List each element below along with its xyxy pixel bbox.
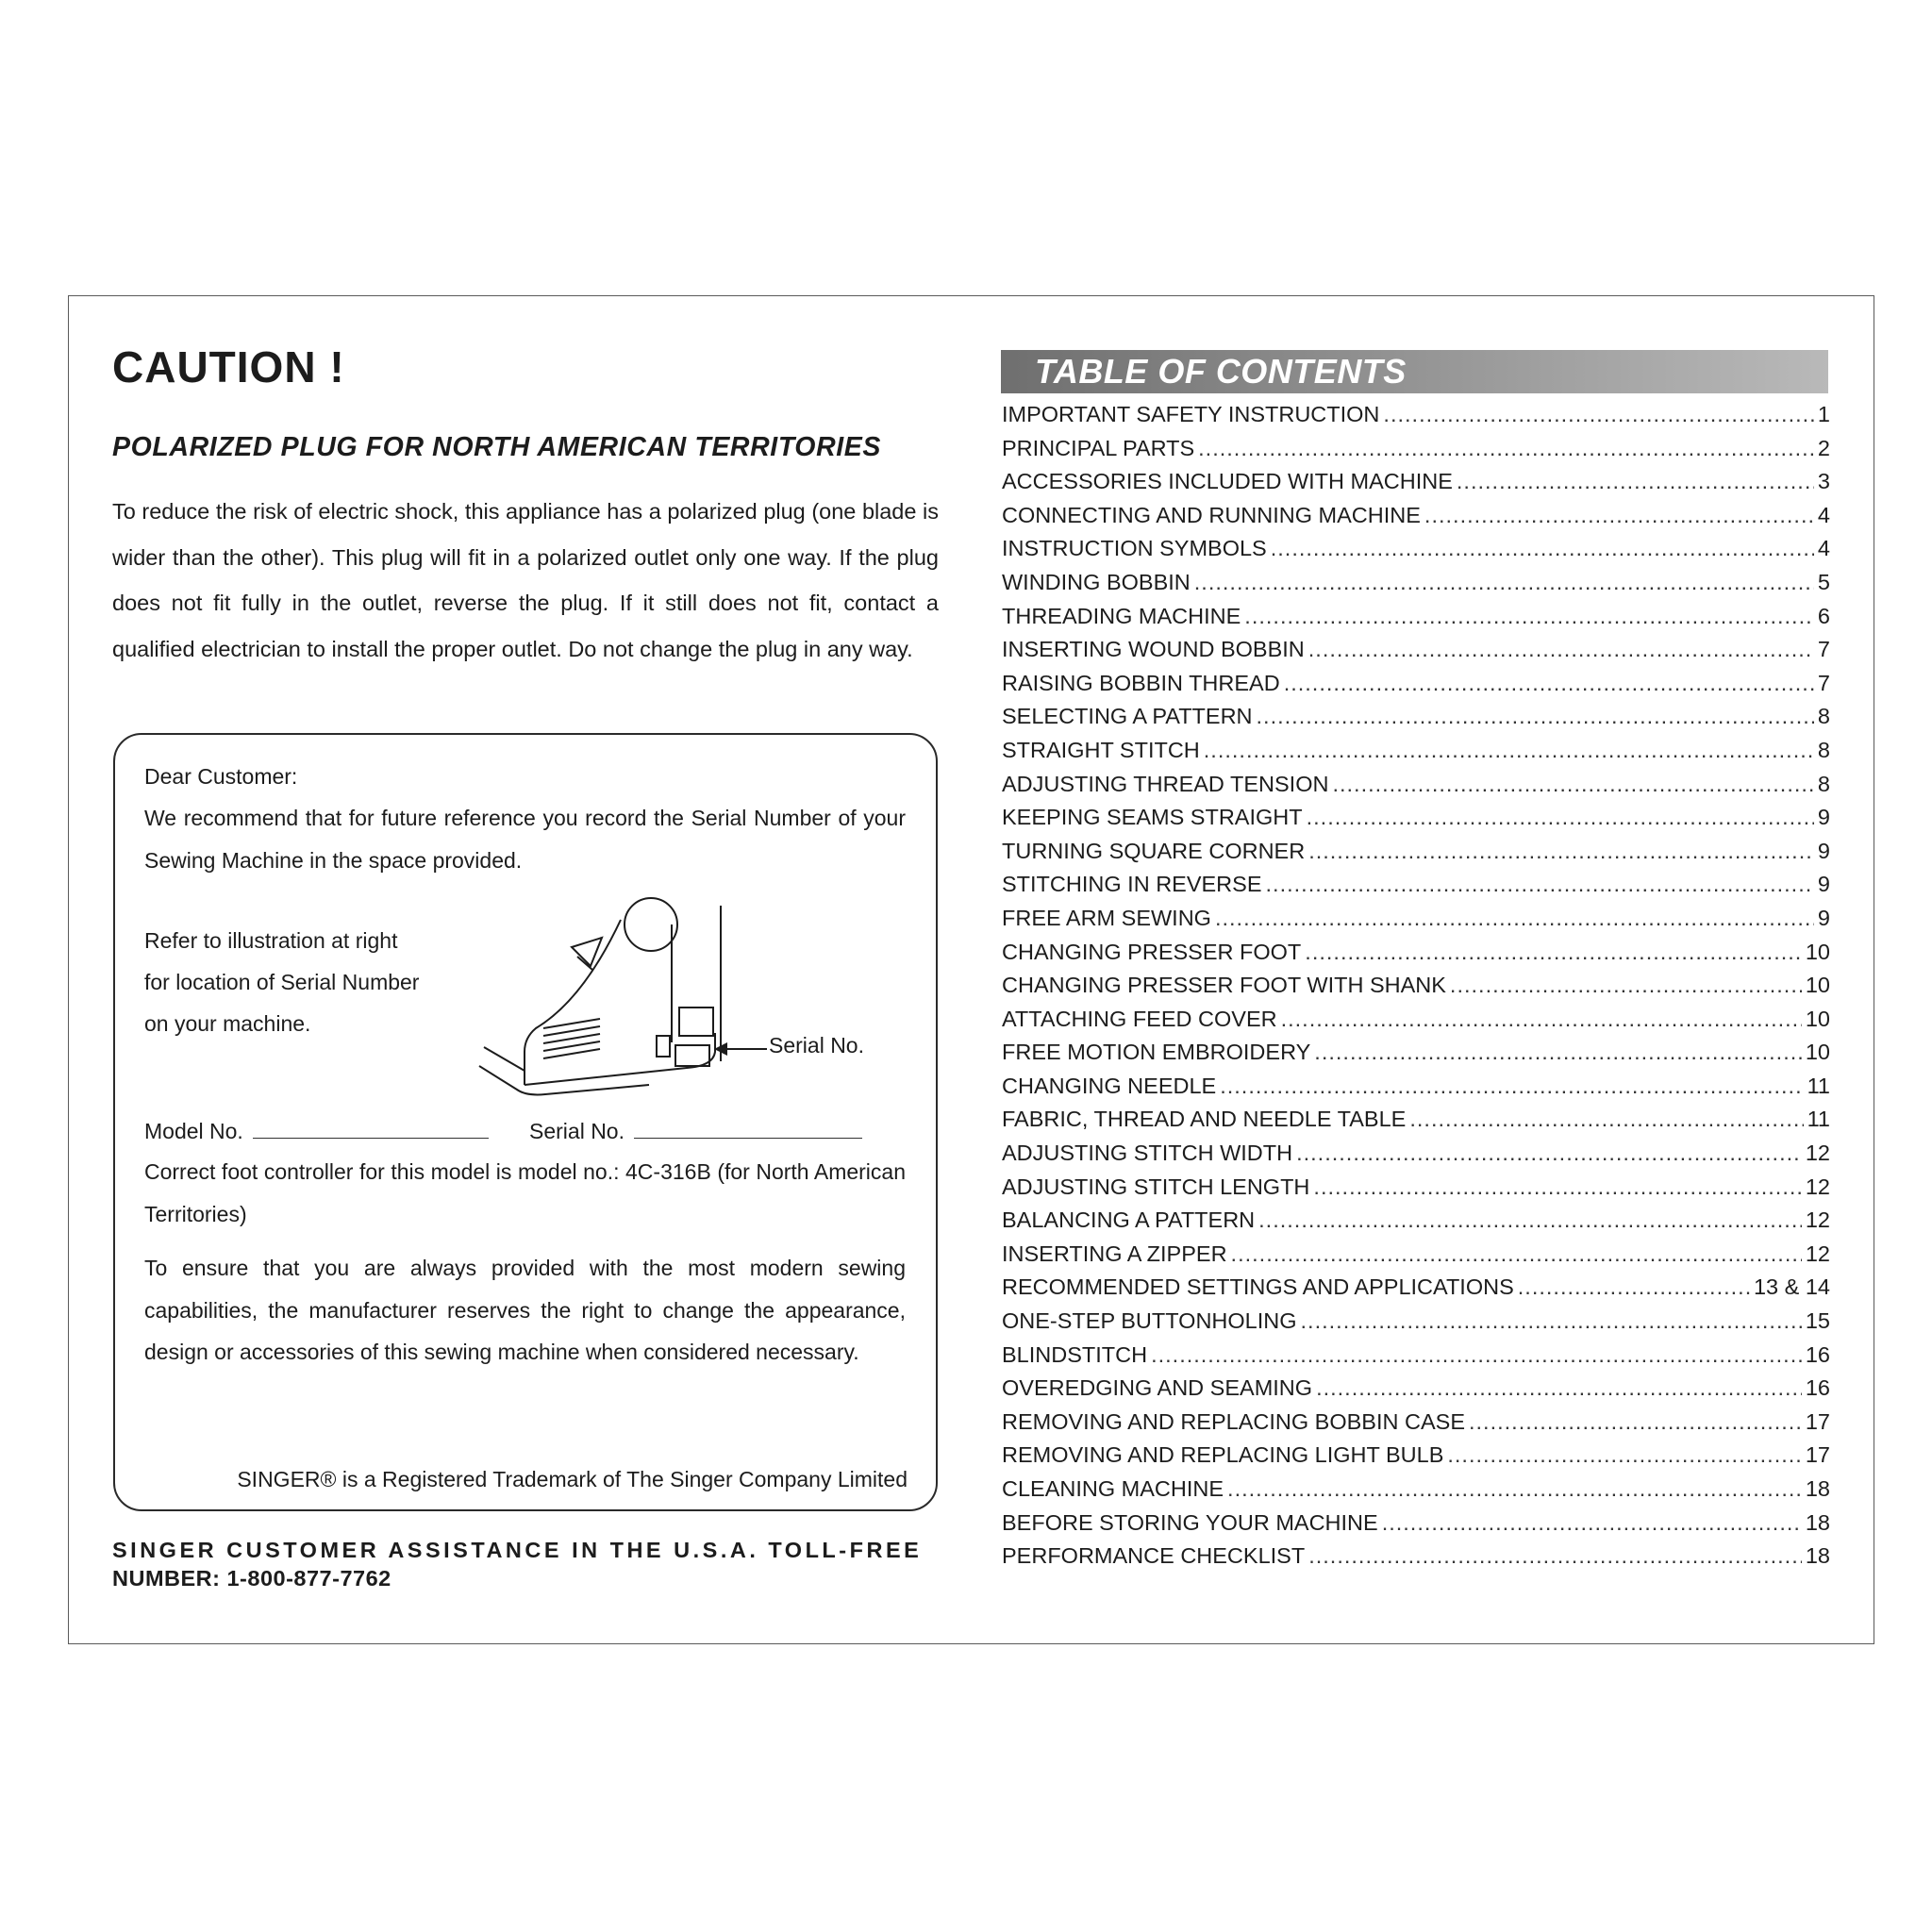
toc-dot-leader xyxy=(1284,671,1814,696)
toc-entry-label: INSERTING WOUND BOBBIN xyxy=(1002,637,1305,662)
refer-line-1: Refer to illustration at right xyxy=(144,928,398,953)
customer-greeting: Dear Customer: xyxy=(144,764,298,789)
toc-entry-page: 9 xyxy=(1817,838,1830,863)
toc-header xyxy=(1001,350,1828,393)
toc-entry xyxy=(1002,839,1830,873)
toc-entry-page: 9 xyxy=(1817,805,1830,830)
toc-entry xyxy=(1002,1107,1830,1141)
toc-dot-leader xyxy=(1231,1241,1802,1267)
toc-entry xyxy=(1002,436,1830,470)
toc-dot-leader xyxy=(1382,1510,1802,1536)
toc-entry-page: 1 xyxy=(1817,402,1830,426)
toc-entry xyxy=(1002,637,1830,671)
toc-entry xyxy=(1002,469,1830,503)
toc-entry-label: INSERTING A ZIPPER xyxy=(1002,1241,1227,1266)
serial-plate xyxy=(679,1008,713,1036)
toc-entry xyxy=(1002,1442,1830,1476)
toc-entry xyxy=(1002,503,1830,537)
toc-dot-leader xyxy=(1215,906,1814,931)
toc-entry-page: 9 xyxy=(1817,905,1830,930)
toc-entry-label: CONNECTING AND RUNNING MACHINE xyxy=(1002,502,1421,527)
power-socket xyxy=(675,1045,709,1066)
toc-entry-label: PRINCIPAL PARTS xyxy=(1002,435,1195,460)
toc-entry-label: IMPORTANT SAFETY INSTRUCTION xyxy=(1002,402,1380,426)
toc-entry-label: ADJUSTING STITCH LENGTH xyxy=(1002,1174,1310,1199)
toc-entry-label: CLEANING MACHINE xyxy=(1002,1476,1224,1501)
toc-entry-page: 18 xyxy=(1805,1509,1830,1535)
toc-dot-leader xyxy=(1307,805,1814,830)
toc-entry-label: RAISING BOBBIN THREAD xyxy=(1002,670,1280,695)
toc-entry-page: 10 xyxy=(1805,973,1830,998)
toc-entry xyxy=(1002,1040,1830,1074)
toc-entry-page: 3 xyxy=(1817,469,1830,494)
toc-entry-page: 10 xyxy=(1805,1040,1830,1065)
toc-entry-page: 10 xyxy=(1805,1006,1830,1031)
caution-title: CAUTION ! xyxy=(112,342,345,391)
toc-entry xyxy=(1002,704,1830,738)
toc-dot-leader xyxy=(1194,570,1814,595)
toc-entry-page: 18 xyxy=(1805,1476,1830,1501)
assistance-number: NUMBER: 1-800-877-7762 xyxy=(112,1566,391,1591)
toc-entry xyxy=(1002,1543,1830,1577)
serial-number-blank xyxy=(634,1137,862,1139)
toc-entry-page: 12 xyxy=(1805,1174,1830,1199)
toc-dot-leader xyxy=(1332,772,1813,797)
toc-dot-leader xyxy=(1450,973,1802,998)
toc-entry xyxy=(1002,1274,1830,1308)
refer-line-3: on your machine. xyxy=(144,1011,311,1036)
toc-entry-label: WINDING BOBBIN xyxy=(1002,569,1191,594)
toc-entry-page: 9 xyxy=(1817,872,1830,897)
toc-dot-leader xyxy=(1424,503,1814,528)
toc-dot-leader xyxy=(1383,402,1814,427)
toc-title: TABLE OF CONTENTS xyxy=(1035,352,1407,391)
toc-dot-leader xyxy=(1151,1342,1802,1368)
toc-list xyxy=(1002,402,1830,1577)
toc-entry xyxy=(1002,536,1830,570)
model-number-blank xyxy=(253,1137,489,1139)
toc-entry-page: 17 xyxy=(1805,1408,1830,1434)
toc-entry xyxy=(1002,940,1830,974)
toc-entry xyxy=(1002,1074,1830,1108)
machine-floor-line xyxy=(484,1047,525,1071)
caution-subtitle: POLARIZED PLUG FOR NORTH AMERICAN TERRITORIES xyxy=(112,432,881,462)
sewing-machine-illustration xyxy=(460,887,743,1113)
model-number-field xyxy=(144,1119,489,1144)
foot-controller-text: Correct foot controller for this model is model no.: 4C-316B (for North American Territories) xyxy=(144,1159,906,1226)
toc-entry-label: KEEPING SEAMS STRAIGHT xyxy=(1002,805,1303,830)
toc-dot-leader xyxy=(1313,1174,1801,1200)
assistance-text: SINGER CUSTOMER ASSISTANCE IN THE U.S.A. TOLL-FREE xyxy=(112,1538,923,1562)
serial-arrow-icon xyxy=(712,1038,769,1060)
toc-entry-label: STITCHING IN REVERSE xyxy=(1002,872,1262,897)
toc-entry xyxy=(1002,604,1830,638)
toc-dot-leader xyxy=(1227,1476,1802,1502)
toc-entry-page: 8 xyxy=(1817,704,1830,729)
toc-entry-label: RECOMMENDED SETTINGS AND APPLICATIONS xyxy=(1002,1274,1514,1300)
toc-entry-label: THREADING MACHINE xyxy=(1002,603,1241,628)
toc-dot-leader xyxy=(1296,1141,1802,1166)
toc-entry-page: 17 xyxy=(1805,1442,1830,1468)
toc-entry xyxy=(1002,1375,1830,1409)
toc-entry xyxy=(1002,1342,1830,1376)
toc-dot-leader xyxy=(1316,1375,1802,1401)
toc-entry-label: PERFORMANCE CHECKLIST xyxy=(1002,1543,1306,1569)
toc-entry-page: 5 xyxy=(1817,569,1830,594)
toc-entry xyxy=(1002,738,1830,772)
toc-entry-page: 2 xyxy=(1817,435,1830,460)
toc-entry-page: 10 xyxy=(1805,939,1830,964)
toc-dot-leader xyxy=(1409,1107,1803,1132)
serial-number-field xyxy=(529,1119,862,1144)
toc-entry xyxy=(1002,1007,1830,1041)
toc-dot-leader xyxy=(1314,1040,1802,1065)
toc-dot-leader xyxy=(1308,637,1814,662)
toc-entry-label: BLINDSTITCH xyxy=(1002,1341,1148,1367)
caution-body: To reduce the risk of electric shock, this appliance has a polarized plug (one blade is wider than the other). This plug will fit in a polarized outlet only one way. If the plug does not fit fully in the outlet, reverse the plug. If it still does not fit, contact a qualified electrician to install the proper outlet. Do not change the plug in any way. xyxy=(112,499,939,661)
toc-entry-page: 7 xyxy=(1817,637,1830,662)
toc-entry xyxy=(1002,973,1830,1007)
toc-entry-label: FREE MOTION EMBROIDERY xyxy=(1002,1040,1311,1065)
trademark-notice: SINGER® is a Registered Trademark of The Singer Company Limited xyxy=(237,1467,908,1491)
toc-entry-page: 16 xyxy=(1805,1375,1830,1401)
toc-dot-leader xyxy=(1469,1409,1802,1435)
toc-entry-page: 11 xyxy=(1807,1107,1830,1132)
toc-entry xyxy=(1002,872,1830,906)
toc-entry-page: 8 xyxy=(1817,771,1830,796)
toc-entry xyxy=(1002,1174,1830,1208)
toc-entry-label: STRAIGHT STITCH xyxy=(1002,737,1200,762)
modern-capabilities-text: To ensure that you are always provided with the most modern sewing capabilities, the manufacturer reserves the right to change the appearance, design or accessories of this sewing machine when considered necessary. xyxy=(144,1256,906,1364)
toc-entry xyxy=(1002,671,1830,705)
toc-entry-page: 16 xyxy=(1805,1341,1830,1367)
customer-assistance xyxy=(112,1536,927,1592)
toc-entry-label: TURNING SQUARE CORNER xyxy=(1002,838,1306,863)
power-switch xyxy=(657,1036,670,1057)
toc-entry-page: 8 xyxy=(1817,737,1830,762)
toc-entry-page: 12 xyxy=(1805,1241,1830,1266)
toc-dot-leader xyxy=(1204,738,1814,763)
toc-entry-page: 18 xyxy=(1805,1543,1830,1569)
toc-dot-leader xyxy=(1301,1308,1802,1334)
toc-entry xyxy=(1002,1208,1830,1241)
toc-entry-label: ADJUSTING THREAD TENSION xyxy=(1002,771,1329,796)
toc-entry xyxy=(1002,402,1830,436)
toc-entry-label: REMOVING AND REPLACING BOBBIN CASE xyxy=(1002,1408,1465,1434)
toc-entry-page: 12 xyxy=(1805,1208,1830,1233)
toc-entry-page: 15 xyxy=(1805,1308,1830,1334)
toc-entry-label: ATTACHING FEED COVER xyxy=(1002,1006,1277,1031)
toc-entry-page: 4 xyxy=(1817,502,1830,527)
toc-entry-label: CHANGING PRESSER FOOT WITH SHANK xyxy=(1002,973,1446,998)
toc-dot-leader xyxy=(1308,1543,1802,1569)
toc-dot-leader xyxy=(1281,1007,1802,1032)
toc-entry xyxy=(1002,1241,1830,1275)
toc-entry-label: ACCESSORIES INCLUDED WITH MACHINE xyxy=(1002,469,1453,494)
thread-guide xyxy=(572,938,602,970)
toc-entry xyxy=(1002,1510,1830,1544)
toc-dot-leader xyxy=(1198,436,1814,461)
serial-callout-label: Serial No. xyxy=(769,1033,864,1058)
toc-dot-leader xyxy=(1258,1208,1802,1233)
toc-entry-label: BALANCING A PATTERN xyxy=(1002,1208,1256,1233)
toc-entry-label: BEFORE STORING YOUR MACHINE xyxy=(1002,1509,1378,1535)
toc-dot-leader xyxy=(1457,469,1814,494)
toc-dot-leader xyxy=(1305,940,1802,965)
toc-entry-page: 12 xyxy=(1805,1141,1830,1166)
recommend-text: We recommend that for future reference you record the Serial Number of your Sewing Machine in the space provided. xyxy=(144,806,906,873)
toc-dot-leader xyxy=(1244,604,1814,629)
toc-entry-page: 6 xyxy=(1817,603,1830,628)
toc-entry xyxy=(1002,805,1830,839)
toc-dot-leader xyxy=(1447,1442,1801,1468)
toc-entry xyxy=(1002,906,1830,940)
toc-dot-leader xyxy=(1257,704,1814,729)
toc-entry-label: SELECTING A PATTERN xyxy=(1002,704,1253,729)
toc-entry xyxy=(1002,1308,1830,1342)
toc-entry-label: OVEREDGING AND SEAMING xyxy=(1002,1375,1313,1401)
toc-entry-page: 4 xyxy=(1817,536,1830,561)
serial-number-label: Serial No. xyxy=(529,1119,625,1143)
toc-entry-label: REMOVING AND REPLACING LIGHT BULB xyxy=(1002,1442,1444,1468)
toc-entry-label: FREE ARM SEWING xyxy=(1002,905,1211,930)
machine-base xyxy=(525,1033,715,1085)
toc-entry-page: 7 xyxy=(1817,670,1830,695)
toc-entry-label: ADJUSTING STITCH WIDTH xyxy=(1002,1141,1293,1166)
toc-entry-label: INSTRUCTION SYMBOLS xyxy=(1002,536,1267,561)
toc-entry-label: CHANGING NEEDLE xyxy=(1002,1073,1217,1098)
toc-dot-leader xyxy=(1271,536,1814,561)
toc-entry xyxy=(1002,570,1830,604)
toc-entry xyxy=(1002,772,1830,806)
toc-entry-label: FABRIC, THREAD AND NEEDLE TABLE xyxy=(1002,1107,1407,1132)
refer-line-2: for location of Serial Number xyxy=(144,970,420,994)
toc-entry-label: ONE-STEP BUTTONHOLING xyxy=(1002,1308,1297,1334)
model-number-label: Model No. xyxy=(144,1119,243,1143)
toc-entry xyxy=(1002,1476,1830,1510)
toc-dot-leader xyxy=(1518,1274,1750,1300)
toc-dot-leader xyxy=(1308,839,1814,864)
toc-entry xyxy=(1002,1141,1830,1174)
machine-body-curve xyxy=(525,920,621,1085)
handwheel-shape xyxy=(625,898,677,951)
toc-dot-leader xyxy=(1220,1074,1803,1099)
toc-entry-page: 11 xyxy=(1807,1073,1830,1098)
toc-entry-page: 13 & 14 xyxy=(1753,1274,1830,1300)
toc-dot-leader xyxy=(1266,872,1814,897)
toc-entry-label: CHANGING PRESSER FOOT xyxy=(1002,939,1302,964)
toc-entry xyxy=(1002,1409,1830,1443)
